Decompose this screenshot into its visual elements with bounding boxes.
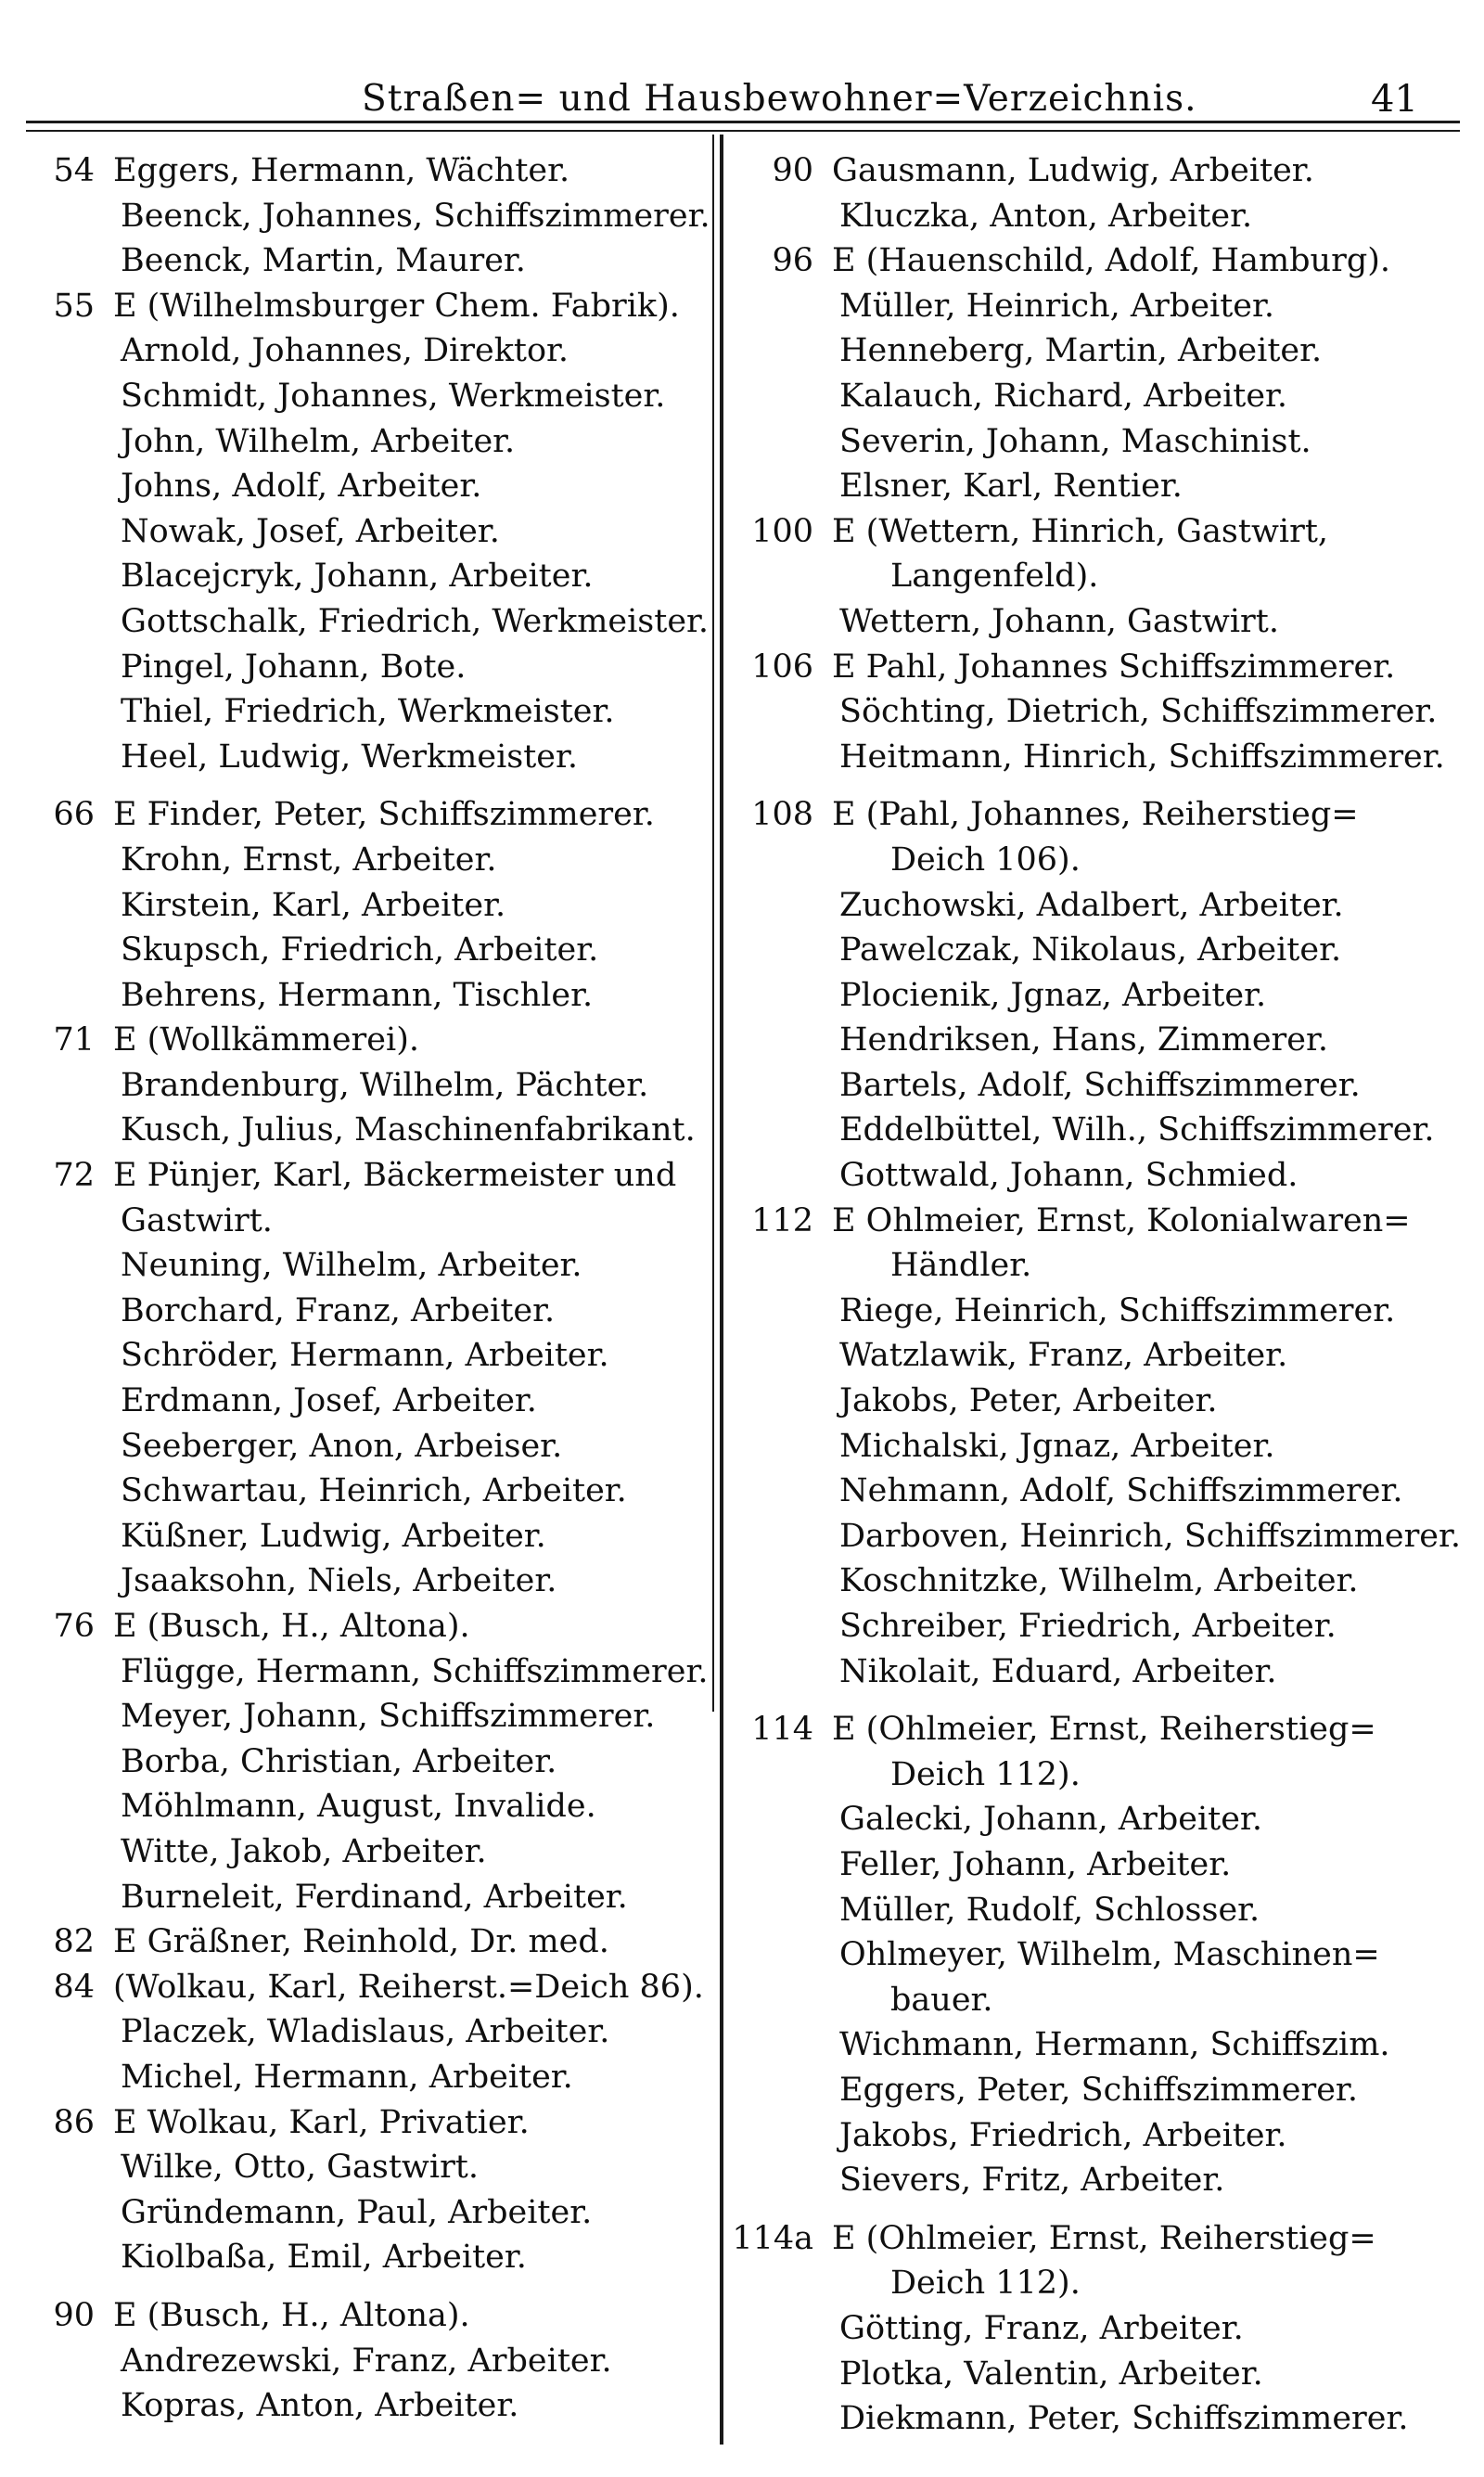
directory-entry bbox=[28, 838, 714, 883]
directory-entry bbox=[728, 689, 1461, 735]
resident-text: Andrezewski, Franz, Arbeiter. bbox=[121, 2342, 612, 2380]
resident-text: Krohn, Ernst, Arbeiter. bbox=[121, 841, 497, 879]
directory-entry bbox=[28, 1333, 714, 1379]
resident-text: Michalski, Jgnaz, Arbeiter. bbox=[839, 1427, 1275, 1465]
directory-entry bbox=[28, 1649, 714, 1695]
directory-entry bbox=[728, 1424, 1461, 1470]
resident-text: Kopras, Anton, Arbeiter. bbox=[121, 2387, 519, 2425]
directory-entry bbox=[28, 374, 714, 419]
resident-text: Borba, Christian, Arbeiter. bbox=[121, 1742, 557, 1780]
resident-text: Gottschalk, Friedrich, Werkmeister. bbox=[121, 602, 710, 640]
directory-entry bbox=[28, 284, 714, 329]
house-number: 114a bbox=[732, 2219, 813, 2257]
resident-text: E Wolkau, Karl, Privatier. bbox=[113, 2103, 530, 2141]
resident-text: Severin, Johann, Maschinist. bbox=[839, 422, 1311, 460]
resident-text: Eggers, Hermann, Wächter. bbox=[113, 152, 570, 189]
resident-text: E (Busch, H., Altona). bbox=[113, 1608, 470, 1645]
directory-entry bbox=[28, 645, 714, 690]
directory-entry bbox=[728, 2022, 1461, 2068]
resident-text: Bartels, Adolf, Schiffszimmerer. bbox=[839, 1066, 1361, 1104]
directory-entry bbox=[28, 2293, 714, 2339]
directory-entry bbox=[728, 1063, 1461, 1109]
directory-entry bbox=[728, 1289, 1461, 1334]
directory-entry bbox=[28, 464, 714, 509]
resident-text: Heel, Ludwig, Werkmeister. bbox=[121, 738, 579, 776]
resident-text: Deich 112). bbox=[890, 2265, 1081, 2303]
house-number: 96 bbox=[772, 242, 813, 280]
resident-text: Johns, Adolf, Arbeiter. bbox=[121, 468, 482, 506]
directory-entry bbox=[728, 148, 1461, 194]
directory-entry bbox=[728, 1649, 1461, 1695]
directory-entry bbox=[28, 2383, 714, 2429]
directory-entry bbox=[728, 1842, 1461, 1888]
resident-text: Küßner, Ludwig, Arbeiter. bbox=[121, 1517, 546, 1555]
directory-entry bbox=[28, 2235, 714, 2280]
directory-entry bbox=[728, 1797, 1461, 1842]
resident-text: Eddelbüttel, Wilh., Schiffszimmerer. bbox=[839, 1111, 1435, 1149]
resident-text: Plocienik, Jgnaz, Arbeiter. bbox=[839, 976, 1267, 1014]
resident-text: Borchard, Franz, Arbeiter. bbox=[121, 1291, 556, 1329]
house-number: 76 bbox=[53, 1608, 95, 1645]
directory-entry bbox=[28, 689, 714, 735]
directory-entry bbox=[728, 928, 1461, 973]
house-number: 54 bbox=[53, 152, 95, 189]
directory-entry bbox=[728, 1469, 1461, 1514]
resident-text: E (Ohlmeier, Ernst, Reiherstieg= bbox=[832, 1711, 1376, 1749]
directory-entry bbox=[728, 374, 1461, 419]
directory-entry bbox=[28, 1694, 714, 1739]
resident-text: Wettern, Johann, Gastwirt. bbox=[839, 602, 1279, 640]
resident-text: E (Ohlmeier, Ernst, Reiherstieg= bbox=[832, 2219, 1376, 2257]
resident-text: Arnold, Johannes, Direktor. bbox=[121, 332, 569, 370]
resident-text: Langenfeld). bbox=[890, 558, 1099, 596]
directory-entry bbox=[28, 1379, 714, 1424]
house-number: 86 bbox=[53, 2103, 95, 2141]
directory-entry bbox=[728, 328, 1461, 374]
resident-text: Neuning, Wilhelm, Arbeiter. bbox=[121, 1247, 582, 1285]
resident-text: (Wolkau, Karl, Reiherst.=Deich 86). bbox=[113, 1968, 704, 2006]
directory-entry bbox=[728, 1932, 1461, 1978]
resident-text: Gastwirt. bbox=[121, 1201, 273, 1239]
resident-text: Nikolait, Eduard, Arbeiter. bbox=[839, 1652, 1277, 1690]
resident-text: E (Busch, H., Altona). bbox=[113, 2296, 470, 2334]
resident-text: Jakobs, Peter, Arbeiter. bbox=[839, 1382, 1218, 1420]
resident-text: Diekmann, Peter, Schiffszimmerer. bbox=[839, 2400, 1409, 2438]
directory-entry bbox=[728, 554, 1461, 599]
directory-entry bbox=[28, 1469, 714, 1514]
resident-text: Kusch, Julius, Maschinenfabrikant. bbox=[121, 1111, 696, 1149]
house-number: 112 bbox=[751, 1201, 813, 1239]
right-column bbox=[728, 148, 1461, 2442]
resident-text: E Gräßner, Reinhold, Dr. med. bbox=[113, 1923, 609, 1961]
house-number: 106 bbox=[751, 648, 813, 686]
resident-text: Koschnitzke, Wilhelm, Arbeiter. bbox=[839, 1562, 1359, 1600]
resident-text: Schwartau, Heinrich, Arbeiter. bbox=[121, 1472, 627, 1510]
resident-text: bauer. bbox=[890, 1981, 993, 2019]
directory-entry bbox=[728, 973, 1461, 1019]
resident-text: Deich 106). bbox=[890, 841, 1081, 879]
directory-entry bbox=[28, 148, 714, 194]
resident-text: Galecki, Johann, Arbeiter. bbox=[839, 1801, 1262, 1839]
resident-text: Schröder, Hermann, Arbeiter. bbox=[121, 1337, 609, 1375]
resident-text: Pawelczak, Nikolaus, Arbeiter. bbox=[839, 931, 1342, 969]
house-number: 100 bbox=[751, 512, 813, 550]
house-number: 82 bbox=[53, 1923, 95, 1961]
directory-entry bbox=[28, 883, 714, 929]
resident-text: Jakobs, Friedrich, Arbeiter. bbox=[839, 2116, 1287, 2154]
directory-entry bbox=[28, 1199, 714, 1244]
resident-text: Wichmann, Hermann, Schiffszim. bbox=[839, 2026, 1390, 2064]
resident-text: Kalauch, Richard, Arbeiter. bbox=[839, 377, 1288, 415]
resident-text: Pingel, Johann, Bote. bbox=[121, 648, 467, 686]
resident-text: E (Wilhelmsburger Chem. Fabrik). bbox=[113, 287, 680, 325]
resident-text: E (Wettern, Hinrich, Gastwirt, bbox=[832, 512, 1329, 550]
resident-text: Blacejcryk, Johann, Arbeiter. bbox=[121, 558, 594, 596]
resident-text: Hendriksen, Hans, Zimmerer. bbox=[839, 1021, 1328, 1059]
resident-text: Brandenburg, Wilhelm, Pächter. bbox=[121, 1066, 649, 1104]
resident-text: Seeberger, Anon, Arbeiser. bbox=[121, 1427, 563, 1465]
resident-text: Henneberg, Martin, Arbeiter. bbox=[839, 332, 1323, 370]
directory-entry bbox=[28, 2100, 714, 2146]
resident-text: Wilke, Otto, Gastwirt. bbox=[121, 2149, 479, 2187]
resident-text: Meyer, Johann, Schiffszimmerer. bbox=[121, 1698, 656, 1736]
directory-entry bbox=[28, 1514, 714, 1559]
resident-text: E Pahl, Johannes Schiffszimmerer. bbox=[832, 648, 1396, 686]
directory-entry bbox=[728, 735, 1461, 780]
directory-entry bbox=[728, 509, 1461, 555]
resident-text: Händler. bbox=[890, 1247, 1032, 1285]
resident-text: Watzlawik, Franz, Arbeiter. bbox=[839, 1337, 1288, 1375]
directory-entry bbox=[28, 1919, 714, 1965]
directory-entry bbox=[28, 1739, 714, 1785]
directory-entry bbox=[728, 1604, 1461, 1649]
directory-entry bbox=[28, 2009, 714, 2055]
resident-text: Darboven, Heinrich, Schiffszimmerer. bbox=[839, 1517, 1462, 1555]
resident-text: Gottwald, Johann, Schmied. bbox=[839, 1157, 1298, 1195]
resident-text: Gausmann, Ludwig, Arbeiter. bbox=[832, 152, 1314, 189]
directory-entry bbox=[28, 1153, 714, 1199]
house-number: 114 bbox=[751, 1711, 813, 1749]
directory-entry bbox=[28, 735, 714, 780]
column-divider bbox=[720, 135, 723, 2445]
directory-entry bbox=[728, 1018, 1461, 1063]
directory-entry bbox=[728, 1888, 1461, 1933]
header-rule bbox=[26, 121, 1460, 123]
house-number: 66 bbox=[53, 796, 95, 834]
directory-entry bbox=[728, 419, 1461, 465]
directory-entry bbox=[728, 2158, 1461, 2203]
directory-entry bbox=[28, 792, 714, 838]
resident-text: Möhlmann, August, Invalide. bbox=[121, 1788, 596, 1826]
directory-entry bbox=[728, 2396, 1461, 2442]
house-number: 72 bbox=[53, 1157, 95, 1195]
resident-text: Deich 112). bbox=[890, 1755, 1081, 1793]
directory-entry bbox=[728, 2352, 1461, 2397]
directory-entry bbox=[28, 509, 714, 555]
directory-entry bbox=[728, 792, 1461, 838]
directory-entry bbox=[728, 1559, 1461, 1604]
resident-text: Witte, Jakob, Arbeiter. bbox=[121, 1832, 487, 1870]
directory-entry bbox=[728, 1514, 1461, 1559]
resident-text: Sievers, Fritz, Arbeiter. bbox=[839, 2162, 1225, 2200]
resident-text: E (Hauenschild, Adolf, Hamburg). bbox=[832, 242, 1391, 280]
resident-text: E (Pahl, Johannes, Reiherstieg= bbox=[832, 796, 1359, 834]
resident-text: E Pünjer, Karl, Bäckermeister und bbox=[113, 1157, 677, 1195]
resident-text: Gründemann, Paul, Arbeiter. bbox=[121, 2193, 593, 2231]
resident-text: Götting, Franz, Arbeiter. bbox=[839, 2309, 1244, 2347]
directory-entry bbox=[728, 2113, 1461, 2159]
resident-text: Beenck, Martin, Maurer. bbox=[121, 242, 526, 280]
house-number: 71 bbox=[53, 1021, 95, 1059]
directory-entry bbox=[728, 599, 1461, 645]
house-number: 90 bbox=[772, 152, 813, 189]
directory-entry bbox=[728, 883, 1461, 929]
resident-text: Elsner, Karl, Rentier. bbox=[839, 468, 1183, 506]
resident-text: E Finder, Peter, Schiffszimmerer. bbox=[113, 796, 655, 834]
directory-entry bbox=[728, 2068, 1461, 2113]
directory-entry bbox=[728, 2261, 1461, 2306]
directory-entry bbox=[728, 1153, 1461, 1199]
directory-entry bbox=[728, 284, 1461, 329]
header-rule-thin bbox=[26, 130, 1460, 132]
resident-text: Erdmann, Josef, Arbeiter. bbox=[121, 1382, 537, 1420]
directory-entry bbox=[28, 1875, 714, 1920]
directory-entry bbox=[728, 238, 1461, 284]
directory-entry bbox=[728, 1978, 1461, 2023]
directory-entry bbox=[28, 1018, 714, 1063]
directory-entry bbox=[28, 1063, 714, 1109]
resident-text: Schmidt, Johannes, Werkmeister. bbox=[121, 377, 666, 415]
directory-entry bbox=[28, 1289, 714, 1334]
left-column bbox=[28, 148, 714, 2429]
directory-entry bbox=[28, 1784, 714, 1829]
resident-text: Placzek, Wladislaus, Arbeiter. bbox=[121, 2013, 610, 2051]
resident-text: E (Wollkämmerei). bbox=[113, 1021, 419, 1059]
resident-text: Michel, Hermann, Arbeiter. bbox=[121, 2058, 573, 2096]
directory-entry bbox=[28, 973, 714, 1019]
directory-entry bbox=[28, 1559, 714, 1604]
resident-text: Behrens, Hermann, Tischler. bbox=[121, 976, 594, 1014]
house-number: 108 bbox=[751, 796, 813, 834]
page-number: 41 bbox=[1371, 78, 1418, 121]
directory-entry bbox=[28, 328, 714, 374]
house-number: 90 bbox=[53, 2296, 95, 2334]
directory-entry bbox=[28, 1965, 714, 2010]
resident-text: Zuchowski, Adalbert, Arbeiter. bbox=[839, 886, 1344, 924]
resident-text: Nehmann, Adolf, Schiffszimmerer. bbox=[839, 1472, 1403, 1510]
resident-text: Ohlmeyer, Wilhelm, Maschinen= bbox=[839, 1936, 1380, 1974]
resident-text: Plotka, Valentin, Arbeiter. bbox=[839, 2355, 1263, 2393]
directory-entry bbox=[28, 2190, 714, 2236]
directory-entry bbox=[28, 1108, 714, 1153]
directory-entry bbox=[28, 599, 714, 645]
directory-entry bbox=[28, 2339, 714, 2384]
directory-entry bbox=[728, 1707, 1461, 1752]
resident-text: Riege, Heinrich, Schiffszimmerer. bbox=[839, 1291, 1396, 1329]
directory-entry bbox=[728, 1199, 1461, 1244]
resident-text: Kiolbaßa, Emil, Arbeiter. bbox=[121, 2239, 527, 2277]
resident-text: Heitmann, Hinrich, Schiffszimmerer. bbox=[839, 738, 1445, 776]
house-number: 55 bbox=[53, 287, 95, 325]
directory-entry bbox=[28, 1424, 714, 1470]
directory-entry bbox=[28, 419, 714, 465]
directory-entry bbox=[728, 645, 1461, 690]
directory-entry bbox=[28, 2145, 714, 2190]
directory-entry bbox=[28, 1604, 714, 1649]
resident-text: Nowak, Josef, Arbeiter. bbox=[121, 512, 500, 550]
directory-entry bbox=[28, 554, 714, 599]
resident-text: Burneleit, Ferdinand, Arbeiter. bbox=[121, 1878, 628, 1916]
resident-text: Kirstein, Karl, Arbeiter. bbox=[121, 886, 506, 924]
house-number: 84 bbox=[53, 1968, 95, 2006]
resident-text: Feller, Johann, Arbeiter. bbox=[839, 1845, 1232, 1883]
resident-text: Müller, Rudolf, Schlosser. bbox=[839, 1891, 1260, 1929]
resident-text: Jsaaksohn, Niels, Arbeiter. bbox=[121, 1562, 557, 1600]
resident-text: Kluczka, Anton, Arbeiter. bbox=[839, 197, 1253, 235]
directory-entry bbox=[28, 2055, 714, 2100]
directory-entry bbox=[728, 1243, 1461, 1289]
page-title: Straßen= und Hausbewohner=Verzeichnis. bbox=[362, 78, 1197, 120]
directory-entry bbox=[728, 1333, 1461, 1379]
resident-text: Söchting, Dietrich, Schiffszimmerer. bbox=[839, 693, 1438, 731]
directory-entry bbox=[728, 194, 1461, 239]
resident-text: Schreiber, Friedrich, Arbeiter. bbox=[839, 1608, 1337, 1645]
resident-text: Beenck, Johannes, Schiffszimmerer. bbox=[121, 197, 710, 235]
directory-entry bbox=[28, 238, 714, 284]
directory-entry bbox=[728, 1108, 1461, 1153]
resident-text: E Ohlmeier, Ernst, Kolonialwaren= bbox=[832, 1201, 1411, 1239]
resident-text: Skupsch, Friedrich, Arbeiter. bbox=[121, 931, 599, 969]
page-header bbox=[0, 72, 1484, 128]
resident-text: Müller, Heinrich, Arbeiter. bbox=[839, 287, 1275, 325]
directory-entry bbox=[28, 194, 714, 239]
directory-entry bbox=[728, 838, 1461, 883]
resident-text: Thiel, Friedrich, Werkmeister. bbox=[121, 693, 615, 731]
directory-entry bbox=[728, 464, 1461, 509]
directory-entry bbox=[728, 1752, 1461, 1798]
resident-text: Flügge, Hermann, Schiffszimmerer. bbox=[121, 1652, 709, 1690]
directory-entry bbox=[728, 2216, 1461, 2262]
directory-entry bbox=[728, 1379, 1461, 1424]
directory-entry bbox=[728, 2306, 1461, 2352]
directory-entry bbox=[28, 928, 714, 973]
directory-entry bbox=[28, 1243, 714, 1289]
resident-text: Eggers, Peter, Schiffszimmerer. bbox=[839, 2071, 1358, 2109]
resident-text: John, Wilhelm, Arbeiter. bbox=[121, 422, 516, 460]
directory-entry bbox=[28, 1829, 714, 1875]
